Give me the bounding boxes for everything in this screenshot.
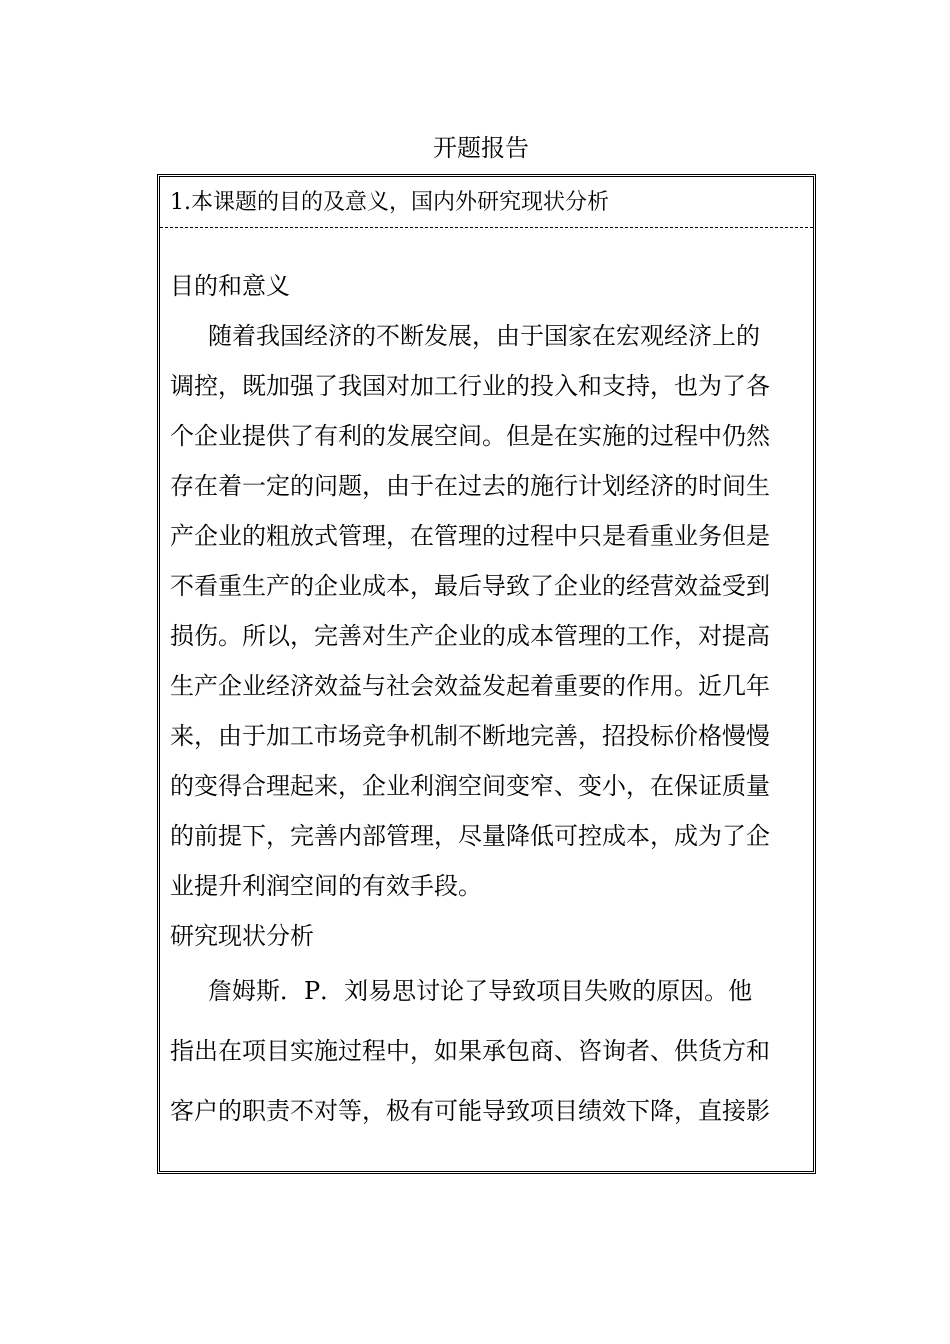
report-table [157, 174, 816, 1174]
paragraph-line: 生产企业经济效益与社会效益发起着重要的作用。近几年 [170, 672, 770, 700]
paragraph-line: 业提升利润空间的有效手段。 [170, 872, 482, 900]
dashed-divider [160, 227, 813, 228]
paragraph-line: 指出在项目实施过程中，如果承包商、咨询者、供货方和 [170, 1037, 770, 1065]
paragraph-line: 存在着一定的问题，由于在过去的施行计划经济的时间生 [170, 472, 770, 500]
paragraph-line: 损伤。所以，完善对生产企业的成本管理的工作，对提高 [170, 622, 770, 650]
research-heading: 研究现状分析 [170, 922, 314, 950]
paragraph-line: 詹姆斯．P．刘易思讨论了导致项目失败的原因。他 [208, 977, 753, 1005]
research-paragraph [170, 961, 810, 1141]
paragraph-line: 不看重生产的企业成本，最后导致了企业的经营效益受到 [170, 572, 770, 600]
body-content [170, 261, 810, 1141]
purpose-heading: 目的和意义 [170, 272, 290, 300]
purpose-paragraph [170, 311, 810, 911]
paragraph-line: 调控，既加强了我国对加工行业的投入和支持，也为了各 [170, 372, 770, 400]
paragraph-line: 随着我国经济的不断发展，由于国家在宏观经济上的 [208, 322, 760, 350]
document-title: 开题报告 [433, 134, 529, 162]
section-header: 1.本课题的目的及意义，国内外研究现状分析 [170, 190, 609, 215]
paragraph-line: 的变得合理起来，企业利润空间变窄、变小，在保证质量 [170, 772, 770, 800]
paragraph-line: 来，由于加工市场竞争机制不断地完善，招投标价格慢慢 [170, 722, 770, 750]
paragraph-line: 产企业的粗放式管理，在管理的过程中只是看重业务但是 [170, 522, 770, 550]
paragraph-line: 的前提下，完善内部管理，尽量降低可控成本，成为了企 [170, 822, 770, 850]
paragraph-line: 个企业提供了有利的发展空间。但是在实施的过程中仍然 [170, 422, 770, 450]
paragraph-line: 客户的职责不对等，极有可能导致项目绩效下降，直接影 [170, 1097, 770, 1125]
